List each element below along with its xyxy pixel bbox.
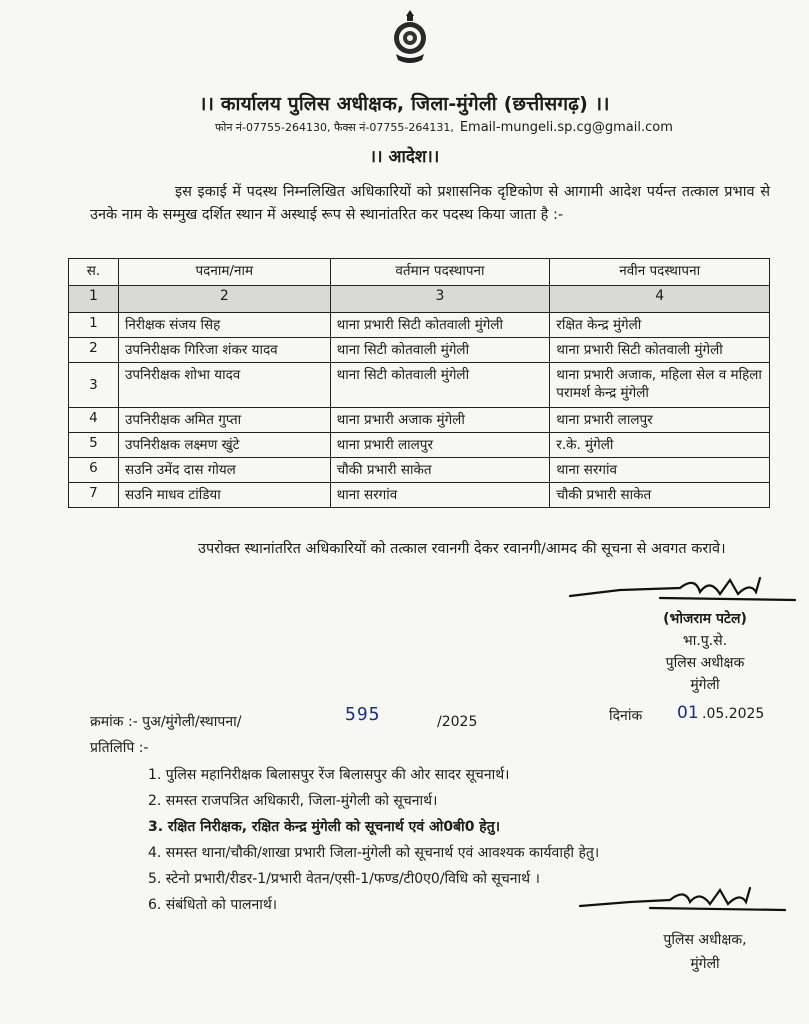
cell-sn: 1 <box>69 313 119 338</box>
footer-signer <box>650 928 760 976</box>
cell-current: थाना प्रभारी सिटी कोतवाली मुंगेली <box>330 313 550 338</box>
cell-current: थाना प्रभारी अजाक मुंगेली <box>330 408 550 433</box>
table-header-row <box>69 259 770 286</box>
signature-image <box>570 880 795 916</box>
office-title: ।। कार्यालय पुलिस अधीक्षक, जिला-मुंगेली (छत्तीसगढ़) ।। <box>199 93 610 115</box>
police-emblem-icon <box>390 8 430 70</box>
reference-prefix: क्रमांक :- पुअ/मुंगेली/स्थापना/ <box>90 714 242 730</box>
signer-district: मुंगेली <box>690 677 720 693</box>
col-number: 3 <box>330 286 550 313</box>
signer-name: (भोजराम पटेल) <box>663 611 747 627</box>
cell-current: थाना सरगांव <box>330 483 550 508</box>
signer-block <box>630 608 780 696</box>
signer-service: भा.पु.से. <box>682 633 728 649</box>
cell-name: उपनिरीक्षक लक्ष्मण खुंटे <box>118 433 330 458</box>
list-item: 2. समस्त राजपत्रित अधिकारी, जिला-मुंगेली को सूचनार्थ। <box>148 793 438 809</box>
table-row <box>69 433 770 458</box>
copy-label: प्रतिलिपि :- <box>90 740 149 756</box>
list-item: 4. समस्त थाना/चौकी/शाखा प्रभारी जिला-मुंगेली को सूचनार्थ एवं आवश्यक कार्यवाही हेतु। <box>148 845 600 861</box>
cell-name: निरीक्षक संजय सिह <box>118 313 330 338</box>
instruction-paragraph: उपरोक्त स्थानांतरित अधिकारियों को तत्काल रवानगी देकर रवानगी/आमद की सूचना से अवगत करावे। <box>198 541 726 557</box>
table-row <box>69 363 770 408</box>
cell-name: उपनिरीक्षक गिरिजा शंकर यादव <box>118 338 330 363</box>
reference-number: 595 <box>345 704 381 725</box>
cell-current: थाना प्रभारी लालपुर <box>330 433 550 458</box>
intro-paragraph: इस इकाई में पदस्थ निम्नलिखित अधिकारियों को प्रशासनिक दृष्टिकोण से आगामी आदेश पर्यन्त तत्काल प्रभाव से उनके नाम के सम्मुख दर्शित स्थान में अस्थाई रूप से स्थानांतरित कर पदस्थ किया जाता है :- <box>90 184 770 223</box>
cell-new: थाना सरगांव <box>550 458 770 483</box>
column-number-row <box>69 286 770 313</box>
list-item: 1. पुलिस महानिरीक्षक बिलासपुर रेंज बिलासपुर की ओर सादर सूचनार्थ। <box>148 767 510 783</box>
reference-year: /2025 <box>437 714 478 730</box>
contact-line <box>215 120 673 135</box>
col-header-current: वर्तमान पदस्थापना <box>330 259 550 286</box>
table-row <box>69 313 770 338</box>
date-day: 01 <box>677 703 699 723</box>
date-month-year: .05.2025 <box>702 706 765 722</box>
footer-designation: पुलिस अधीक्षक, <box>663 932 747 948</box>
col-header-name: पदनाम/नाम <box>118 259 330 286</box>
cell-sn: 3 <box>69 363 119 408</box>
cell-current: चौकी प्रभारी साकेत <box>330 458 550 483</box>
cell-new: चौकी प्रभारी साकेत <box>550 483 770 508</box>
cell-new: रक्षित केन्द्र मुंगेली <box>550 313 770 338</box>
cell-sn: 5 <box>69 433 119 458</box>
cell-sn: 4 <box>69 408 119 433</box>
table-row <box>69 483 770 508</box>
cell-sn: 6 <box>69 458 119 483</box>
col-header-new: नवीन पदस्थापना <box>550 259 770 286</box>
transfer-table <box>68 258 770 508</box>
col-number: 1 <box>69 286 119 313</box>
list-item: 3. रक्षित निरीक्षक, रक्षित केन्द्र मुंगेली को सूचनार्थ एवं ओ0बी0 हेतु। <box>148 819 501 835</box>
list-item: 6. संबंधितो को पालनार्थ। <box>148 897 278 913</box>
signature-image <box>560 568 800 608</box>
email-address: Email-mungeli.sp.cg@gmail.com <box>459 120 673 135</box>
cell-sn: 7 <box>69 483 119 508</box>
cell-name: सउनि माधव टांडिया <box>118 483 330 508</box>
col-header-sn: स. <box>69 259 119 286</box>
table-row <box>69 338 770 363</box>
signer-designation: पुलिस अधीक्षक <box>665 655 745 671</box>
cell-name: उपनिरीक्षक अमित गुप्ता <box>118 408 330 433</box>
cell-sn: 2 <box>69 338 119 363</box>
phone-fax: फोन नं-07755-264130, फैक्स नं-07755-264131, <box>215 121 454 134</box>
cell-current: थाना सिटी कोतवाली मुंगेली <box>330 363 550 408</box>
cell-current: थाना सिटी कोतवाली मुंगेली <box>330 338 550 363</box>
order-heading: ।। आदेश।। <box>369 147 440 167</box>
cell-new: थाना प्रभारी लालपुर <box>550 408 770 433</box>
cell-name: उपनिरीक्षक शोभा यादव <box>118 363 330 408</box>
list-item: 5. स्टेनो प्रभारी/रीडर-1/प्रभारी वेतन/एसी-1/फण्ड/टी0ए0/विधि को सूचनार्थ । <box>148 871 540 887</box>
col-number: 2 <box>118 286 330 313</box>
cell-new: थाना प्रभारी अजाक, महिला सेल व महिला परामर्श केन्द्र मुंगेली <box>550 363 770 408</box>
table-row <box>69 408 770 433</box>
cell-new: थाना प्रभारी सिटी कोतवाली मुंगेली <box>550 338 770 363</box>
date-label: दिनांक <box>609 708 643 724</box>
table-row <box>69 458 770 483</box>
col-number: 4 <box>550 286 770 313</box>
footer-district: मुंगेली <box>690 956 720 972</box>
cell-new: र.के. मुंगेली <box>550 433 770 458</box>
cell-name: सउनि उमेंद दास गोयल <box>118 458 330 483</box>
